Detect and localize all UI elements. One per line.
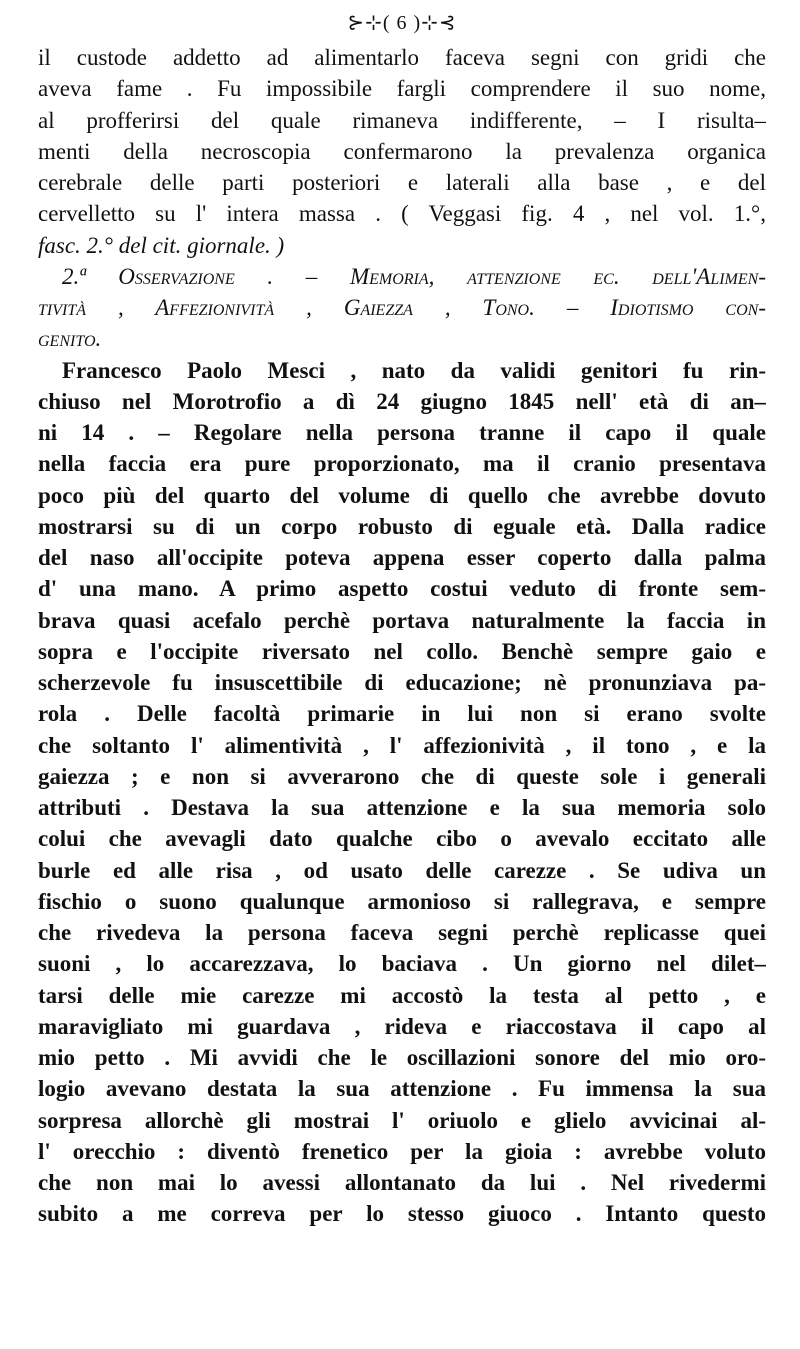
text-line: gaiezza ; e non si avverarono che di queste sole i generali bbox=[38, 763, 766, 789]
text-line: al profferirsi del quale rimaneva indifferente, – I risulta– bbox=[38, 107, 766, 133]
text-line: sorpresa allorchè gli mostrai l' oriuolo e glielo avvicinai al- bbox=[38, 1107, 766, 1133]
text-line: tività , Affezionività , Gaiezza , Tono. – Idiotismo con- bbox=[38, 295, 766, 320]
text-line: il custode addetto ad alimentarlo faceva segni con gridi che bbox=[38, 45, 766, 70]
text-line: chiuso nel Morotrofio a dì 24 giugno 1845 nell' età di an– bbox=[38, 388, 766, 414]
text-line: cerebrale delle parti posteriori e laterali alla base , e del bbox=[38, 170, 766, 195]
header-ornament-right: )⊹⊰ bbox=[413, 12, 457, 34]
text-line: brava quasi acefalo perchè portava naturalmente la faccia in bbox=[38, 607, 766, 633]
text-line: 2.ª Osservazione . – Memoria, attenzione ec. dell'Alimen- bbox=[62, 263, 766, 289]
text-line: tarsi delle mie carezze mi accostò la testa al petto , e bbox=[38, 982, 766, 1008]
page-header bbox=[38, 8, 766, 42]
text-line: che rivedeva la persona faceva segni perchè replicasse quei bbox=[38, 920, 766, 945]
text-line: aveva fame . Fu impossibile fargli comprendere il suo nome, bbox=[38, 76, 766, 102]
text-line: fasc. 2.° del cit. giornale. ) bbox=[38, 232, 285, 258]
text-line: scherzevole fu insuscettibile di educazione; nè pronunziava pa- bbox=[38, 670, 766, 695]
text-line: cervelletto su l' intera massa . ( Veggasi fig. 4 , nel vol. 1.°, bbox=[38, 201, 766, 227]
text-line: suoni , lo accarezzava, lo baciava . Un giorno nel dilet– bbox=[38, 951, 766, 977]
text-line: menti della necroscopia confermarono la prevalenza organica bbox=[38, 138, 766, 164]
text-line: subito a me correva per lo stesso giuoco . Intanto questo bbox=[38, 1201, 766, 1227]
text-line: che non mai lo avessi allontanato da lui . Nel rivedermi bbox=[38, 1170, 766, 1195]
text-line: mostrarsi su di un corpo robusto di eguale età. Dalla radice bbox=[38, 513, 766, 539]
text-line: logio avevano destata la sua attenzione . Fu immensa la sua bbox=[38, 1076, 766, 1102]
text-line: rola . Delle facoltà primarie in lui non si erano svolte bbox=[38, 701, 766, 727]
text-line: l' orecchio : diventò frenetico per la gioia : avrebbe voluto bbox=[38, 1138, 766, 1164]
text-line: genito. bbox=[38, 326, 102, 352]
page-number: 6 bbox=[396, 12, 408, 34]
text-line: burle ed alle risa , od usato delle carezze . Se udiva un bbox=[38, 857, 766, 883]
text-line: Francesco Paolo Mesci , nato da validi genitori fu rin- bbox=[62, 357, 766, 383]
text-line: colui che avevagli dato qualche cibo o avevalo eccitato alle bbox=[38, 826, 766, 852]
text-line: fischio o suono qualunque armonioso si rallegrava, e sempre bbox=[38, 888, 766, 914]
body-text bbox=[38, 42, 766, 1230]
header-ornament-left: ⊱⊹( bbox=[347, 12, 391, 34]
text-line: del naso all'occipite poteva appena esser coperto dalla palma bbox=[38, 545, 766, 570]
text-line: nella faccia era pure proporzionato, ma il cranio presentava bbox=[38, 451, 766, 477]
book-page bbox=[38, 8, 766, 1338]
text-line: sopra e l'occipite riversato nel collo. Benchè sempre gaio e bbox=[38, 638, 766, 664]
text-line: d' una mano. A primo aspetto costui veduto di fronte sem- bbox=[38, 576, 766, 602]
text-line: che soltanto l' alimentività , l' affezionività , il tono , e la bbox=[38, 732, 766, 758]
text-line: attributi . Destava la sua attenzione e la sua memoria solo bbox=[38, 795, 766, 820]
text-line: ni 14 . – Regolare nella persona tranne il capo il quale bbox=[38, 420, 766, 445]
text-line: maravigliato mi guardava , rideva e riaccostava il capo al bbox=[38, 1013, 766, 1039]
text-line: poco più del quarto del volume di quello che avrebbe dovuto bbox=[38, 482, 766, 508]
text-line: mio petto . Mi avvidi che le oscillazioni sonore del mio oro- bbox=[38, 1045, 766, 1070]
